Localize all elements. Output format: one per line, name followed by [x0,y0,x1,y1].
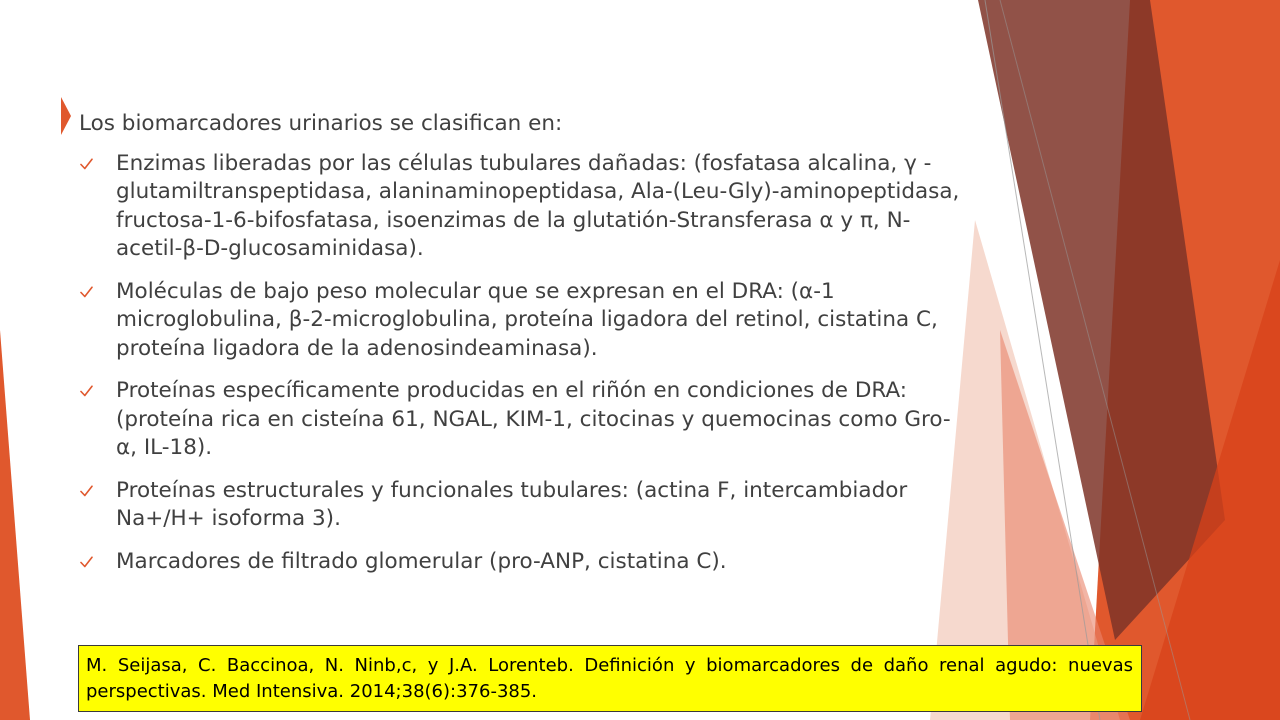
checkmark-icon [80,485,93,497]
citation-line: M. Seijasa, C. Baccinoa, N. Ninb,c, y J.A. Lorenteb. Definición y biomarcadores de daño renal agudo: nuevas [86,655,1133,676]
decor-title-marker [61,97,71,135]
bullet-text: Marcadores de filtrado glomerular (pro-ANP, cistatina C). [116,548,727,574]
bullet-item [79,377,979,463]
bullet-item [79,477,979,534]
bullet-item [79,278,979,364]
bullet-text: Enzimas liberadas por las células tubulares dañadas: (fosfatasa alcalina, γ - glutamiltranspeptidasa, alaninaminopeptidasa, Ala-(Leu-Gly)-aminopeptidasa, fructosa-1-6-bifosfatasa, isoenzimas de la glutatión-Stransferasa α y π, N- acetil-β-D-glucosaminidasa). [116,150,960,261]
checkmark-icon [80,556,93,568]
checkmark-icon [80,158,93,170]
checkmark-icon [80,286,93,298]
bullet-text: Moléculas de bajo peso molecular que se expresan en el DRA: (α-1 microglobulina, β-2-microglobulina, proteína ligadora del retinol, cistatina C, proteína ligadora de la adenosindeaminasa). [116,278,938,361]
bullet-item [79,548,979,577]
citation-box [78,645,1142,712]
bullet-item [79,150,979,264]
decor-left-facet [0,330,30,720]
bullet-text: Proteínas estructurales y funcionales tubulares: (actina F, intercambiador Na+/H+ isoforma 3). [116,477,908,531]
slide-body [79,110,979,576]
checkmark-icon [80,385,93,397]
citation-line: perspectivas. Med Intensiva. 2014;38(6):376-385. [86,681,538,702]
intro-text: Los biomarcadores urinarios se clasifican en: [79,111,563,136]
bullet-text: Proteínas específicamente producidas en el riñón en condiciones de DRA: (proteína rica en cisteína 61, NGAL, KIM-1, citocinas y quemocinas como Gro- α, IL-18). [116,378,951,460]
